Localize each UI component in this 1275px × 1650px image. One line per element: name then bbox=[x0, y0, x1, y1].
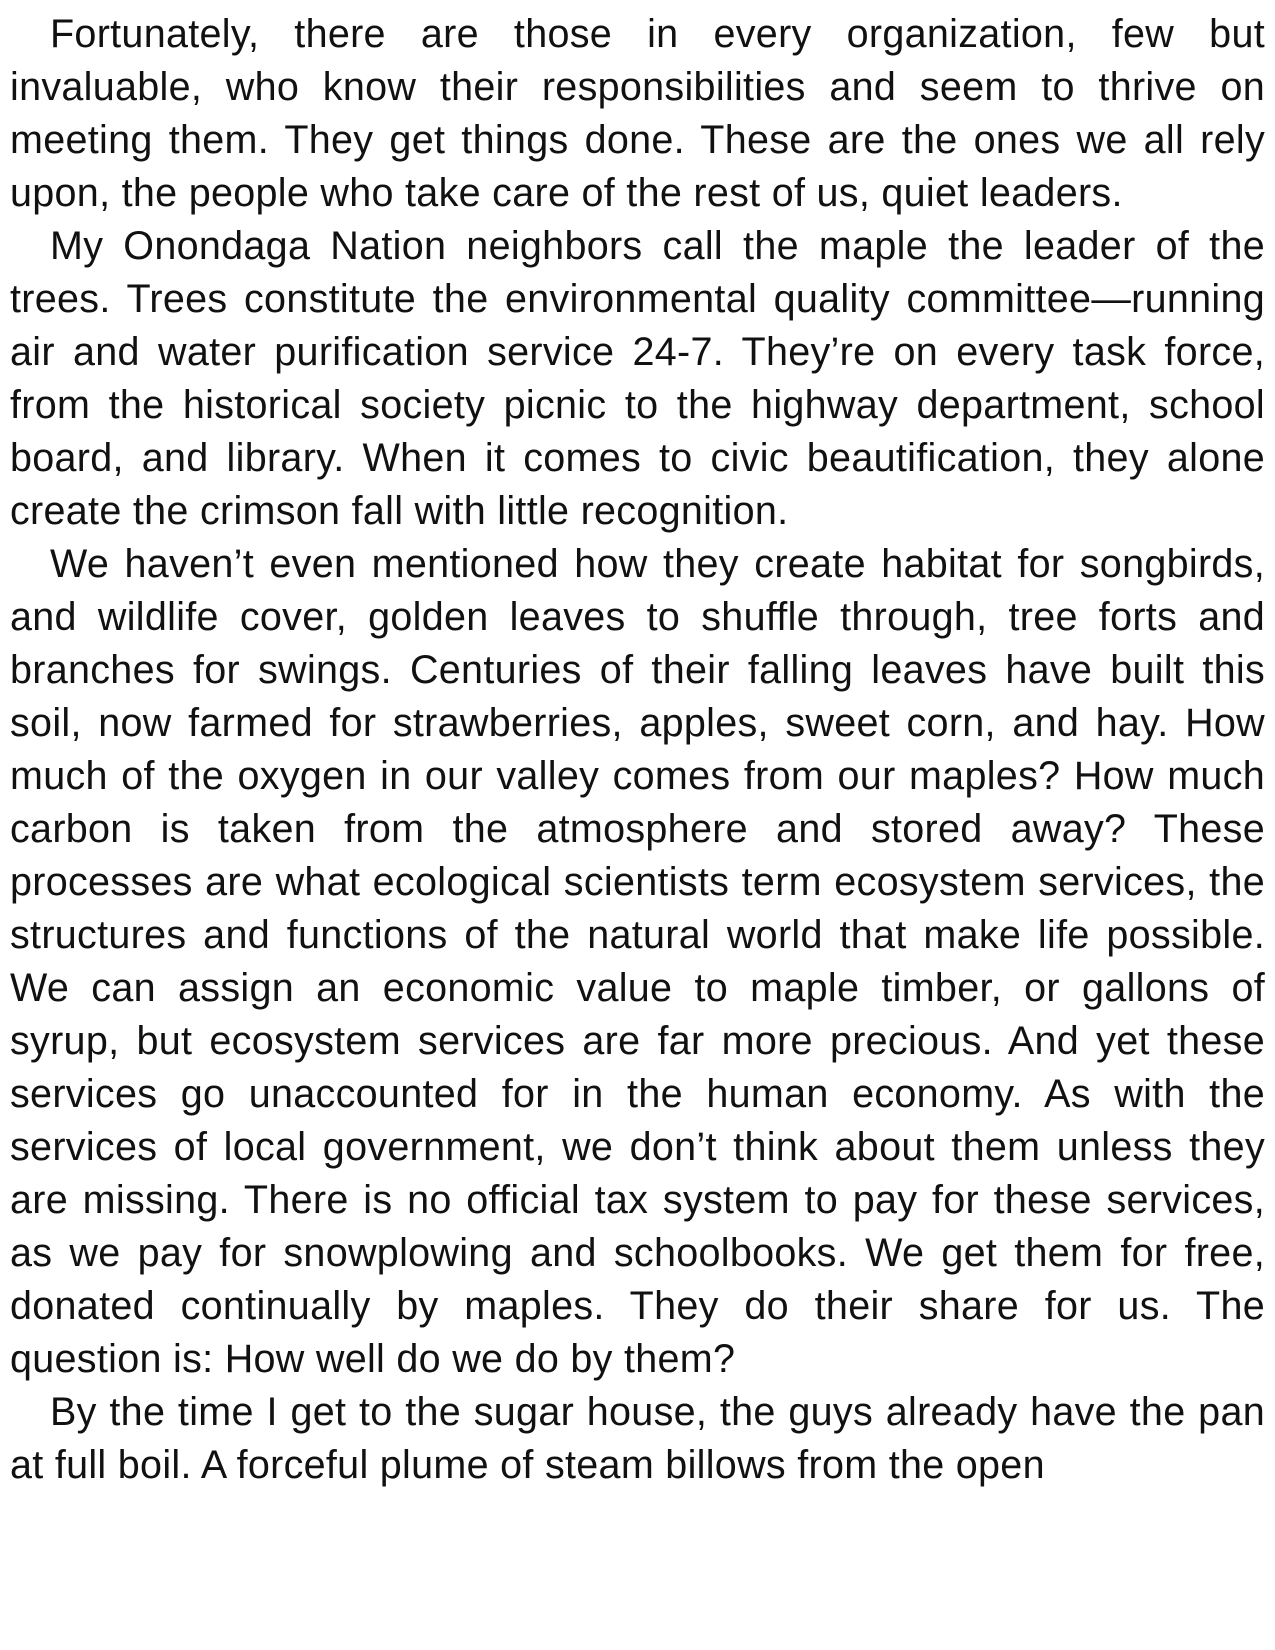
paragraph-ecosystem-services: We haven’t even mentioned how they create habitat for songbirds, and wildlife cover, golden leaves to shuffle through, tree forts and branches for swings. Centuries of their falling leaves have built this soil, now farmed for strawberries, apples, sweet corn, and hay. How much of the oxygen in our valley comes from our maples? How much carbon is taken from the atmosphere and stored away? These processes are what ecological scientists term ecosystem services, the structures and functions of the natural world that make life possible. We can assign an economic value to maple timber, or gallons of syrup, but ecosystem services are far more precious. And yet these services go unaccounted for in the human economy. As with the services of local government, we don’t think about them unless they are missing. There is no official tax system to pay for these services, as we pay for snowplowing and schoolbooks. We get them for free, donated continually by maples. They do their share for us. The question is: How well do we do by them? bbox=[10, 542, 1265, 1381]
paragraph-sugar-house: By the time I get to the sugar house, the guys already have the pan at full boil. A forceful plume of steam billows from the open bbox=[10, 1390, 1265, 1487]
document-page bbox=[10, 8, 1265, 1492]
paragraph-maple-leader: My Onondaga Nation neighbors call the maple the leader of the trees. Trees constitute the environmental quality committee—running air and water purification service 24-7. They’re on every task force, from the historical society picnic to the highway department, school board, and library. When it comes to civic beautification, they alone create the crimson fall with little recognition. bbox=[10, 224, 1265, 533]
paragraph-quiet-leaders: Fortunately, there are those in every organization, few but invaluable, who know their responsibilities and seem to thrive on meeting them. They get things done. These are the ones we all rely upon, the people who take care of the rest of us, quiet leaders. bbox=[10, 12, 1265, 215]
